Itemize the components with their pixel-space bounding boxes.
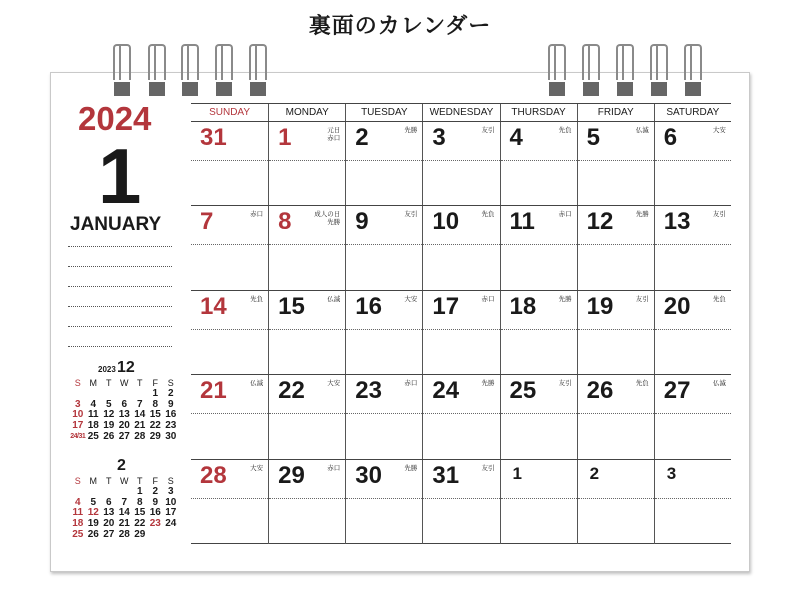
mini-day: 3	[74, 398, 81, 410]
cell-dotted-rule	[501, 498, 577, 499]
day-cell[interactable]	[191, 460, 268, 544]
day-cell[interactable]	[500, 291, 577, 375]
day-number: 16	[355, 292, 382, 320]
memo-line	[68, 246, 172, 247]
day-number: 18	[509, 292, 537, 320]
day-number: 24	[432, 377, 460, 405]
mini-day: 16	[149, 507, 161, 519]
day-number: 25	[509, 377, 537, 405]
cell-dotted-rule	[269, 413, 345, 414]
mini-weekday-label: F	[152, 378, 158, 388]
cell-dotted-rule	[191, 244, 268, 245]
day-number: 23	[355, 377, 382, 405]
binding-ring	[249, 44, 267, 80]
calendar-month-name: JANUARY	[70, 214, 162, 235]
day-cell[interactable]	[345, 206, 422, 290]
week-row	[191, 374, 731, 459]
mini-weekday-label: M	[89, 476, 97, 486]
mini-day: 12	[103, 409, 115, 421]
day-annotation: 元日 赤口	[327, 127, 341, 142]
mini-weekday-label: T	[106, 378, 112, 388]
calendar-month-number: 1	[98, 132, 142, 220]
mini-day	[101, 389, 117, 400]
day-number: 13	[663, 208, 691, 236]
binding-ring	[181, 44, 199, 80]
mini-day: 15	[149, 409, 161, 421]
memo-line	[68, 306, 172, 307]
day-annotation: 友引	[404, 211, 418, 219]
cell-dotted-rule	[578, 244, 654, 245]
day-number: 2	[355, 124, 369, 151]
day-cell[interactable]	[422, 375, 499, 459]
mini-day: 21	[134, 420, 146, 432]
mini-day: 14	[134, 409, 146, 421]
binding-ring	[616, 44, 634, 80]
day-cell[interactable]	[191, 291, 268, 375]
weekday-header: TUESDAY	[345, 104, 422, 122]
cell-dotted-rule	[578, 498, 654, 499]
week-row	[191, 459, 731, 544]
cell-dotted-rule	[191, 329, 268, 330]
mini-day: 19	[87, 518, 99, 530]
day-cell[interactable]	[191, 375, 268, 459]
mini-day: 18	[72, 518, 84, 530]
mini-weekday-label: S	[167, 378, 174, 388]
weekday-header: WEDNESDAY	[422, 104, 499, 122]
day-annotation: 先勝	[635, 211, 649, 219]
mini-day: 6	[121, 398, 128, 410]
binding-ring	[548, 44, 566, 80]
weekday-header: SATURDAY	[654, 104, 731, 122]
mini-day: 28	[134, 430, 146, 442]
mini-weekday-label: W	[120, 378, 129, 388]
mini-day	[86, 487, 102, 498]
week-row	[191, 121, 731, 206]
cell-dotted-rule	[655, 413, 731, 414]
cell-dotted-rule	[191, 413, 268, 414]
memo-line	[68, 326, 172, 327]
day-cell[interactable]	[268, 291, 345, 375]
mini-calendar-next	[70, 456, 182, 541]
day-number: 1	[512, 463, 522, 483]
day-annotation: 大安	[327, 380, 341, 388]
mini-day: 11	[87, 409, 99, 421]
cell-dotted-rule	[501, 329, 577, 330]
day-cell[interactable]	[654, 291, 731, 375]
cell-dotted-rule	[655, 160, 731, 161]
day-number: 28	[200, 461, 227, 489]
day-cell[interactable]	[268, 122, 345, 206]
mini-day: 1	[152, 387, 159, 399]
day-number: 27	[663, 377, 691, 405]
cell-dotted-rule	[423, 413, 499, 414]
day-number: 3	[432, 124, 446, 151]
mini-day: 21	[118, 518, 130, 530]
day-annotation: 赤口	[558, 211, 572, 219]
week-row	[191, 205, 731, 290]
mini-day: 4	[90, 398, 97, 410]
mini-day: 20	[103, 518, 115, 530]
mini-day: 27	[103, 528, 115, 540]
mini-day: 11	[72, 507, 84, 519]
cell-dotted-rule	[655, 244, 731, 245]
mini-next-month: 2	[117, 457, 126, 474]
day-number: 21	[200, 377, 227, 405]
day-annotation: 仏滅	[250, 380, 264, 388]
cell-dotted-rule	[423, 160, 499, 161]
mini-prev-month: 12	[117, 359, 135, 376]
day-annotation: 友引	[558, 380, 572, 388]
day-annotation: 赤口	[404, 380, 418, 388]
mini-day: 16	[165, 409, 177, 421]
mini-day: 9	[152, 496, 159, 508]
weekday-header: FRIDAY	[577, 104, 654, 122]
mini-day: 2	[167, 387, 174, 399]
mini-day: 23	[165, 420, 177, 432]
binding-ring	[148, 44, 166, 80]
day-cell[interactable]	[577, 206, 654, 290]
mini-day: 10	[72, 409, 84, 421]
day-number: 22	[278, 377, 305, 405]
day-cell[interactable]	[191, 122, 268, 206]
week-row	[191, 290, 731, 375]
day-number: 19	[586, 292, 614, 320]
binding-ring	[215, 44, 233, 80]
day-annotation: 大安	[712, 127, 726, 134]
mini-day: 2	[152, 485, 159, 497]
mini-day: 3	[167, 485, 174, 497]
day-number: 7	[200, 208, 214, 236]
day-cell[interactable]	[500, 460, 577, 544]
day-cell[interactable]	[422, 122, 499, 206]
cell-dotted-rule	[269, 244, 345, 245]
day-number: 17	[432, 292, 460, 320]
cell-dotted-rule	[346, 244, 422, 245]
day-annotation: 先負	[481, 211, 495, 219]
day-cell[interactable]	[577, 122, 654, 206]
day-number: 1	[278, 124, 292, 151]
weekday-header: SUNDAY	[209, 107, 251, 118]
cell-dotted-rule	[269, 498, 345, 499]
day-cell[interactable]	[577, 291, 654, 375]
cell-dotted-rule	[578, 413, 654, 414]
mini-day: 17	[72, 420, 84, 432]
day-annotation: 仏滅	[712, 380, 726, 388]
day-cell[interactable]	[500, 122, 577, 206]
memo-line	[68, 286, 172, 287]
mini-day: 13	[103, 507, 115, 519]
mini-day: 9	[167, 398, 174, 410]
day-cell[interactable]	[422, 291, 499, 375]
day-cell[interactable]	[422, 206, 499, 290]
month-grid	[191, 103, 731, 544]
mini-day: 1	[136, 485, 143, 497]
binding-ring	[113, 44, 131, 80]
memo-line	[68, 266, 172, 267]
mini-prev-year: 2023	[98, 365, 116, 374]
day-annotation: 仏滅	[635, 127, 649, 134]
cell-dotted-rule	[346, 413, 422, 414]
day-annotation: 先勝	[404, 464, 418, 472]
memo-line	[68, 346, 172, 347]
mini-day	[163, 530, 179, 541]
cell-dotted-rule	[423, 329, 499, 330]
mini-day: 18	[87, 420, 99, 432]
day-annotation: 友引	[481, 464, 495, 472]
day-annotation: 友引	[481, 127, 495, 134]
mini-day: 27	[118, 430, 130, 442]
day-cell[interactable]	[268, 460, 345, 544]
cell-dotted-rule	[346, 329, 422, 330]
day-number: 11	[509, 208, 535, 236]
mini-day: 5	[90, 496, 97, 508]
day-annotation: 先負	[558, 127, 572, 134]
mini-weekday-label: F	[152, 476, 158, 486]
day-number: 31	[200, 124, 227, 151]
mini-day: 13	[118, 409, 130, 421]
weekday-header: THURSDAY	[500, 104, 577, 122]
cell-dotted-rule	[191, 160, 268, 161]
day-number: 2	[589, 463, 600, 483]
mini-day: 8	[136, 496, 143, 508]
cell-dotted-rule	[423, 244, 499, 245]
mini-day: 6	[105, 496, 112, 508]
day-annotation: 赤口	[327, 464, 341, 472]
day-number: 5	[586, 124, 600, 151]
mini-day: 4	[74, 496, 81, 508]
mini-weekday-label: M	[89, 378, 97, 388]
mini-day	[70, 389, 86, 400]
cell-dotted-rule	[501, 244, 577, 245]
day-annotation: 先負	[712, 295, 726, 303]
day-annotation: 大安	[404, 295, 418, 303]
day-number: 26	[586, 377, 614, 405]
day-cell[interactable]	[345, 375, 422, 459]
cell-dotted-rule	[423, 498, 499, 499]
cell-dotted-rule	[578, 160, 654, 161]
weekday-header: MONDAY	[268, 104, 345, 122]
mini-day: 15	[134, 507, 146, 519]
cell-dotted-rule	[501, 160, 577, 161]
day-cell[interactable]	[654, 375, 731, 459]
day-cell[interactable]	[268, 375, 345, 459]
mini-day	[86, 389, 102, 400]
mini-day: 28	[118, 528, 130, 540]
mini-day: 26	[103, 430, 115, 442]
day-cell[interactable]	[654, 206, 731, 290]
cell-dotted-rule	[269, 160, 345, 161]
mini-day	[70, 487, 86, 498]
mini-day: 26	[87, 528, 99, 540]
day-cell[interactable]	[577, 460, 654, 544]
mini-day: 24	[165, 518, 177, 530]
day-number: 12	[586, 208, 614, 236]
mini-day: 20	[118, 420, 130, 432]
day-cell[interactable]	[191, 206, 268, 290]
day-number: 3	[666, 463, 677, 483]
cell-dotted-rule	[191, 498, 268, 499]
day-annotation: 先勝	[558, 295, 572, 303]
mini-calendar-previous	[70, 358, 182, 443]
mini-day	[117, 389, 133, 400]
day-annotation: 友引	[712, 211, 726, 219]
cell-dotted-rule	[346, 498, 422, 499]
day-cell[interactable]	[345, 122, 422, 206]
mini-weekday-label: S	[74, 476, 81, 486]
mini-day	[117, 487, 133, 498]
mini-day: 25	[72, 528, 84, 540]
cell-dotted-rule	[655, 498, 731, 499]
day-number: 10	[432, 208, 460, 236]
mini-day: 14	[118, 507, 130, 519]
weekday-header-row	[191, 103, 731, 122]
day-cell[interactable]	[577, 375, 654, 459]
mini-day: 10	[165, 496, 177, 508]
mini-day: 7	[121, 496, 128, 508]
mini-day: 30	[165, 430, 177, 442]
day-cell[interactable]	[500, 206, 577, 290]
mini-weekday-label: S	[74, 378, 81, 388]
mini-day: 8	[152, 398, 159, 410]
mini-day: 5	[105, 398, 112, 410]
day-number: 6	[663, 124, 678, 151]
mini-weekday-label: T	[137, 378, 143, 388]
cell-dotted-rule	[346, 160, 422, 161]
day-number: 31	[432, 461, 460, 489]
day-number: 29	[278, 461, 305, 489]
mini-day: 25	[87, 430, 99, 442]
day-cell[interactable]	[654, 122, 731, 206]
binding-ring	[582, 44, 600, 80]
calendar-year: 2024	[78, 100, 152, 137]
page-title: 裏面のカレンダー	[308, 14, 492, 39]
day-cell[interactable]	[345, 291, 422, 375]
mini-weekday-label: T	[137, 476, 143, 486]
cell-dotted-rule	[578, 329, 654, 330]
day-number: 15	[278, 292, 305, 320]
day-annotation: 成人の日 先勝	[314, 211, 341, 227]
day-cell[interactable]	[422, 460, 499, 544]
mini-day: 22	[149, 420, 161, 432]
cell-dotted-rule	[655, 329, 731, 330]
day-annotation: 先負	[635, 380, 649, 388]
mini-day	[148, 530, 164, 541]
mini-day: 17	[165, 507, 177, 519]
day-annotation: 先負	[250, 295, 264, 303]
cell-dotted-rule	[501, 413, 577, 414]
day-annotation: 赤口	[250, 211, 264, 219]
mini-day: 12	[87, 507, 99, 519]
day-number: 20	[663, 292, 691, 320]
mini-day: 24/31	[70, 432, 86, 440]
mini-day: 22	[134, 518, 146, 530]
cell-dotted-rule	[269, 329, 345, 330]
mini-day: 29	[134, 528, 146, 540]
binding-ring	[684, 44, 702, 80]
day-annotation: 先勝	[404, 127, 418, 134]
day-number: 9	[355, 208, 369, 236]
mini-day: 23	[149, 518, 161, 530]
binding-ring	[650, 44, 668, 80]
day-annotation: 赤口	[481, 295, 495, 303]
day-annotation: 仏滅	[327, 295, 341, 303]
day-annotation: 友引	[635, 295, 649, 303]
day-cell[interactable]	[345, 460, 422, 544]
day-annotation: 大安	[250, 464, 264, 472]
mini-day	[132, 389, 148, 400]
day-annotation: 先勝	[481, 380, 495, 388]
day-number: 30	[355, 461, 382, 489]
mini-weekday-label: S	[167, 476, 174, 486]
mini-day	[101, 487, 117, 498]
day-cell[interactable]	[654, 460, 731, 544]
day-number: 14	[200, 292, 227, 320]
day-number: 8	[278, 208, 292, 236]
day-cell[interactable]	[268, 206, 345, 290]
mini-day: 7	[136, 398, 143, 410]
mini-weekday-label: W	[120, 476, 129, 486]
day-cell[interactable]	[500, 375, 577, 459]
mini-day: 29	[149, 430, 161, 442]
mini-day: 19	[103, 420, 115, 432]
mini-weekday-label: T	[106, 476, 112, 486]
day-number: 4	[509, 124, 523, 151]
